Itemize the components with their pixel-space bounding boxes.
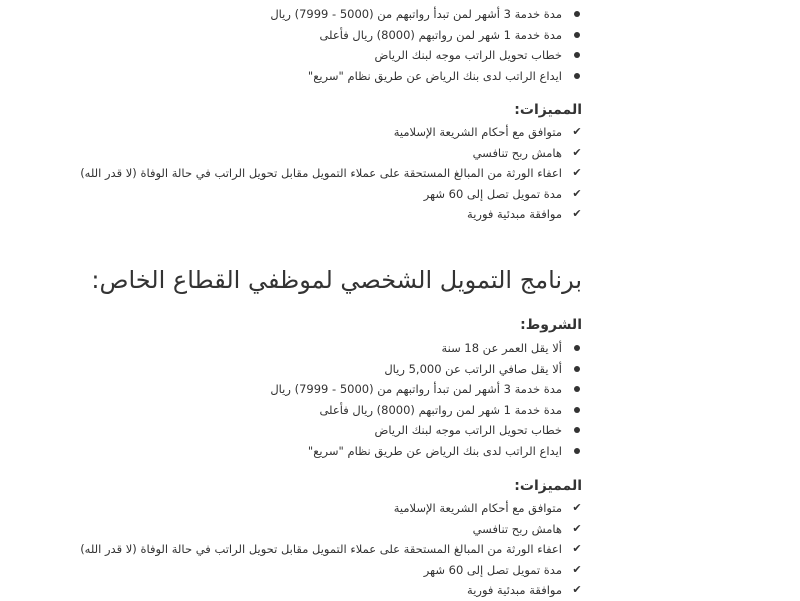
list-item: ✔ مدة تمويل تصل إلى 60 شهر [22,560,582,581]
list-item: خطاب تحويل الراتب موجه لبنك الرياض [22,45,582,66]
check-mark-icon: ✔ [572,166,582,180]
list-item: ✔ مدة تمويل تصل إلى 60 شهر [22,184,582,205]
bullet-dot-icon [574,407,580,413]
bullet-dot-icon [574,52,580,58]
check-mark-icon: ✔ [572,145,582,159]
list-item: ✔ متوافق مع أحكام الشريعة الإسلامية [22,122,582,143]
features2-list [22,498,582,601]
check-mark-icon: ✔ [572,125,582,139]
list-item: ✔ هامش ربح تنافسي [22,519,582,540]
list-item: ✔ موافقة مبدئية فورية [22,580,582,601]
bullet-dot-icon [574,448,580,454]
list-item: مدة خدمة 3 أشهر لمن تبدأ رواتبهم من (5000 - 7999) ريال [22,379,582,400]
bullet-dot-icon [574,345,580,351]
list-item: ✔ اعفاء الورثة من المبالغ المستحقة على عملاء التمويل مقابل تحويل الراتب في حالة الوفاة (لا قدر الله) [22,539,582,560]
list-item: ألا يقل العمر عن 18 سنة [22,338,582,359]
bullet-dot-icon [574,32,580,38]
bullet-dot-icon [574,427,580,433]
features2-heading: المميزات: [514,478,582,494]
check-mark-icon: ✔ [572,186,582,200]
check-mark-icon: ✔ [572,542,582,556]
check-mark-icon: ✔ [572,583,582,597]
features-list [22,122,582,225]
list-item: مدة خدمة 1 شهر لمن رواتبهم (8000) ريال فأعلى [22,400,582,421]
list-item: ألا يقل صافي الراتب عن 5,000 ريال [22,359,582,380]
check-mark-icon: ✔ [572,501,582,515]
list-item: ايداع الراتب لدى بنك الرياض عن طريق نظام "سريع" [22,441,582,462]
list-item: مدة خدمة 1 شهر لمن رواتبهم (8000) ريال فأعلى [22,25,582,46]
bullet-dot-icon [574,386,580,392]
check-mark-icon: ✔ [572,562,582,576]
bullet-dot-icon [574,11,580,17]
top-conditions-list [22,4,582,86]
bullet-dot-icon [574,73,580,79]
list-item: ✔ اعفاء الورثة من المبالغ المستحقة على عملاء التمويل مقابل تحويل الراتب في حالة الوفاة (لا قدر الله) [22,163,582,184]
bullet-dot-icon [574,366,580,372]
list-item: ايداع الراتب لدى بنك الرياض عن طريق نظام "سريع" [22,66,582,87]
conditions-heading: الشروط: [520,317,582,333]
features-heading: المميزات: [514,102,582,118]
check-mark-icon: ✔ [572,207,582,221]
list-item: ✔ هامش ربح تنافسي [22,143,582,164]
program-title: برنامج التمويل الشخصي لموظفي القطاع الخاص: [91,266,582,294]
check-mark-icon: ✔ [572,521,582,535]
conditions-list [22,338,582,461]
list-item: خطاب تحويل الراتب موجه لبنك الرياض [22,420,582,441]
list-item: ✔ موافقة مبدئية فورية [22,204,582,225]
list-item: ✔ متوافق مع أحكام الشريعة الإسلامية [22,498,582,519]
list-item: مدة خدمة 3 أشهر لمن تبدأ رواتبهم من (5000 - 7999) ريال [22,4,582,25]
